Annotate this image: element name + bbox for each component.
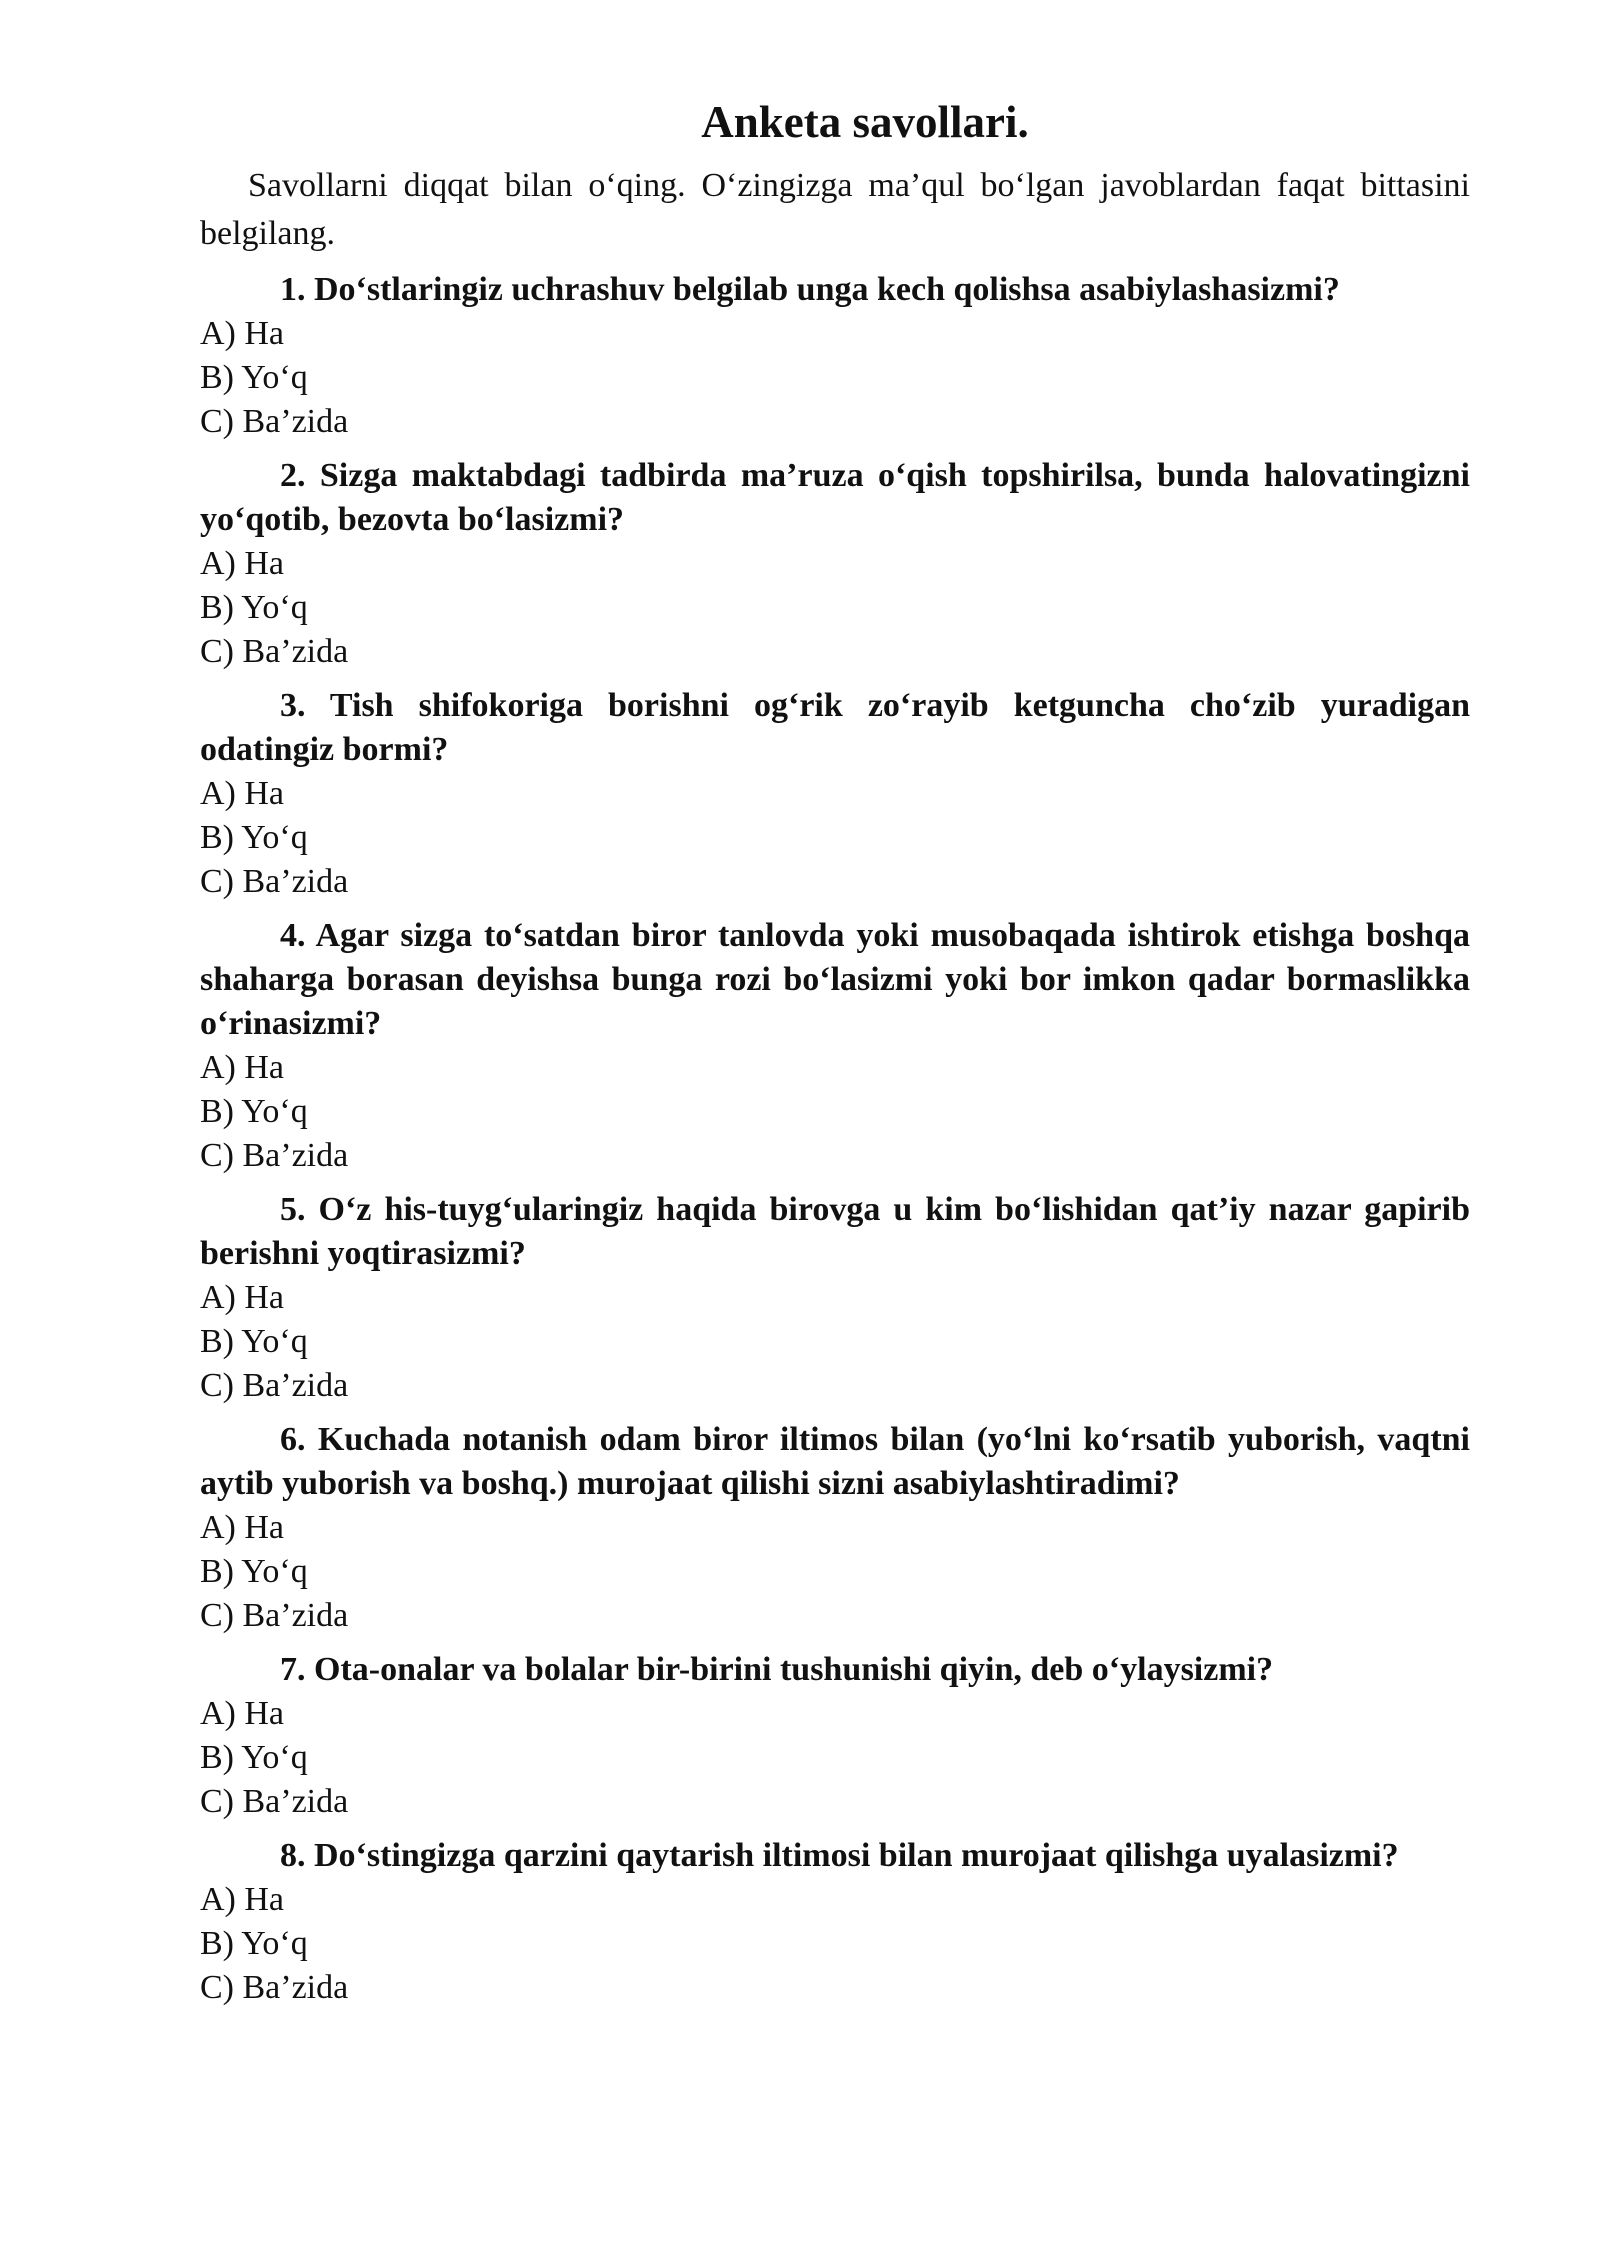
- question-block: [200, 1834, 1470, 2010]
- answer-option-a: A) Ha: [200, 1279, 285, 1316]
- question-block: [200, 1188, 1470, 1408]
- answer-option-c: C) Ba’zida: [200, 403, 349, 440]
- answer-option-a: A) Ha: [200, 1881, 285, 1918]
- intro-paragraph: Savollarni diqqat bilan o‘qing. O‘zingizga ma’qul bo‘lgan javoblardan faqat bittasini belgilang.: [200, 167, 1470, 252]
- answer-option-a: A) Ha: [200, 1695, 285, 1732]
- answer-option-c: C) Ba’zida: [200, 1137, 349, 1174]
- question-text: 5. O‘z his-tuyg‘ularingiz haqida birovga u kim bo‘lishidan qat’iy nazar gapirib berishni yoqtirasizmi?: [200, 1191, 1470, 1272]
- answer-options: [200, 1276, 1470, 1408]
- answer-options: [200, 1046, 1470, 1178]
- answer-option-c: C) Ba’zida: [200, 1597, 349, 1634]
- answer-option-b: B) Yo‘q: [200, 819, 308, 856]
- answer-options: [200, 1506, 1470, 1638]
- answer-option-a: A) Ha: [200, 545, 285, 582]
- question-block: [200, 454, 1470, 674]
- answer-option-b: B) Yo‘q: [200, 1093, 308, 1130]
- answer-option-b: B) Yo‘q: [200, 589, 308, 626]
- question-block: [200, 1418, 1470, 1638]
- answer-options: [200, 772, 1470, 904]
- answer-option-c: C) Ba’zida: [200, 1969, 349, 2006]
- question-block: [200, 914, 1470, 1178]
- question-text: 1. Do‘stlaringiz uchrashuv belgilab unga kech qolishsa asabiylashasizmi?: [280, 271, 1340, 308]
- answer-option-a: A) Ha: [200, 775, 285, 812]
- answer-options: [200, 1878, 1470, 2010]
- document-page: [200, 92, 1470, 2020]
- answer-option-c: C) Ba’zida: [200, 863, 349, 900]
- question-block: [200, 268, 1470, 444]
- answer-option-a: A) Ha: [200, 1049, 285, 1086]
- answer-option-b: B) Yo‘q: [200, 1925, 308, 1962]
- answer-option-b: B) Yo‘q: [200, 1323, 308, 1360]
- question-text: 7. Ota-onalar va bolalar bir-birini tushunishi qiyin, deb o‘ylaysizmi?: [280, 1651, 1274, 1688]
- answer-option-b: B) Yo‘q: [200, 1739, 308, 1776]
- answer-options: [200, 542, 1470, 674]
- answer-option-c: C) Ba’zida: [200, 633, 349, 670]
- question-text: 2. Sizga maktabdagi tadbirda ma’ruza o‘qish topshirilsa, bunda halovatingizni yo‘qotib, bezovta bo‘lasizmi?: [200, 457, 1470, 538]
- question-block: [200, 1648, 1470, 1824]
- answer-options: [200, 1692, 1470, 1824]
- page-title: Anketa savollari.: [701, 97, 1029, 147]
- question-text: 3. Tish shifokoriga borishni og‘rik zo‘rayib ketguncha cho‘zib yuradigan odatingiz bormi?: [200, 687, 1470, 768]
- question-text: 4. Agar sizga to‘satdan biror tanlovda yoki musobaqada ishtirok etishga boshqa shaharga borasan deyishsa bunga rozi bo‘lasizmi yoki bor imkon qadar bormaslikka o‘rinasizmi?: [200, 917, 1470, 1042]
- answer-option-c: C) Ba’zida: [200, 1783, 349, 1820]
- answer-option-b: B) Yo‘q: [200, 359, 308, 396]
- question-text: 8. Do‘stingizga qarzini qaytarish iltimosi bilan murojaat qilishga uyalasizmi?: [280, 1837, 1399, 1874]
- question-block: [200, 684, 1470, 904]
- answer-option-b: B) Yo‘q: [200, 1553, 308, 1590]
- answer-options: [200, 312, 1470, 444]
- answer-option-a: A) Ha: [200, 1509, 285, 1546]
- answer-option-c: C) Ba’zida: [200, 1367, 349, 1404]
- answer-option-a: A) Ha: [200, 315, 285, 352]
- question-text: 6. Kuchada notanish odam biror iltimos bilan (yo‘lni ko‘rsatib yuborish, vaqtni aytib yuborish va boshq.) murojaat qilishi sizni asabiylashtiradimi?: [200, 1421, 1470, 1502]
